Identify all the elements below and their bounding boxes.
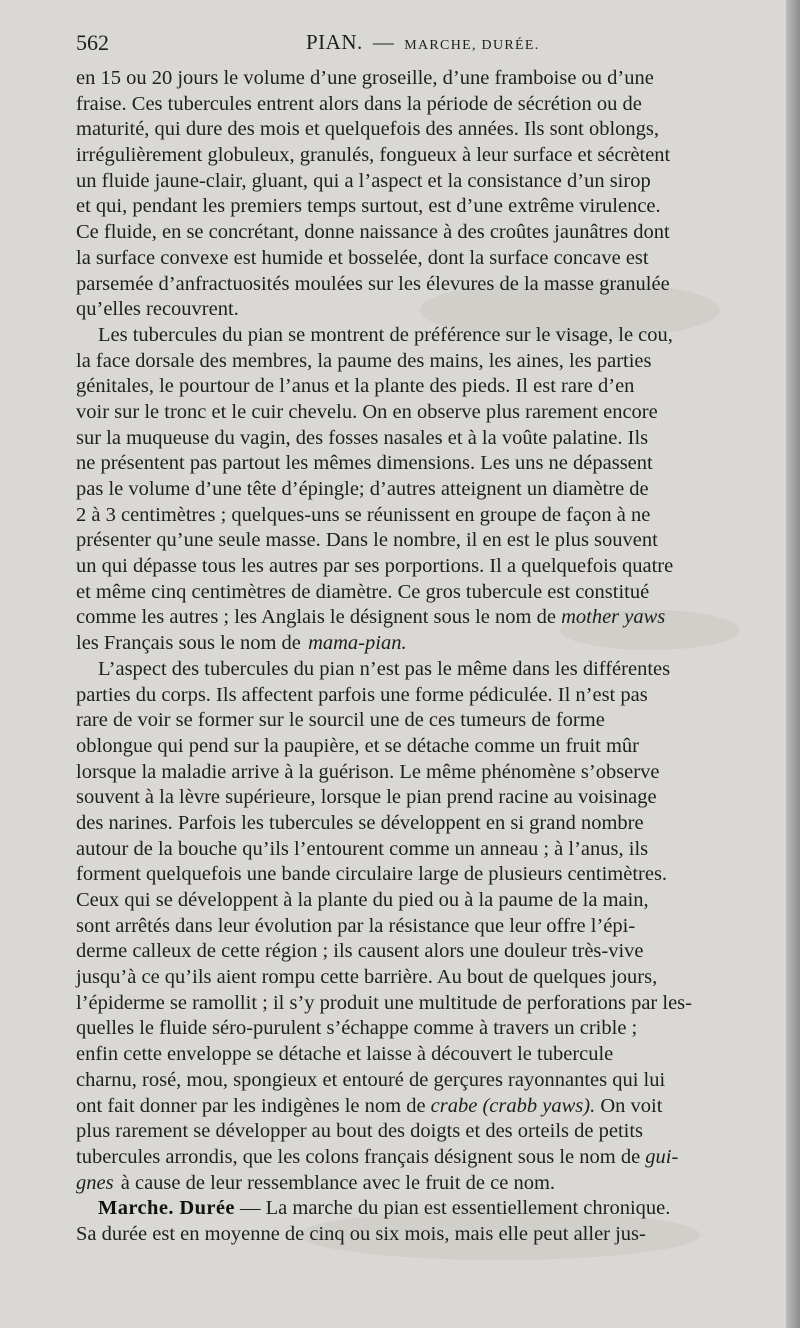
- text-line: gnes à cause de leur ressemblance avec le fruit de ce nom.: [76, 1171, 746, 1197]
- italic-term: mama-pian.: [308, 632, 407, 655]
- text-line: lorsque la maladie arrive à la guérison. Le même phénomène s’observe: [76, 760, 660, 783]
- text-line: rare de voir se former sur le sourcil une de ces tumeurs de forme: [76, 709, 605, 732]
- text-line: voir sur le tronc et le cuir chevelu. On en observe plus rarement encore: [76, 400, 658, 423]
- paragraph-start-line: Les tubercules du pian se montrent de préférence sur le visage, le cou,: [98, 323, 673, 346]
- text-line: autour de la bouche qu’ils l’entourent comme un anneau ; à l’anus, ils: [76, 837, 649, 860]
- running-head-subtitle: MARCHE, DURÉE.: [404, 38, 540, 53]
- text-line: la face dorsale des membres, la paume des mains, les aines, les parties: [76, 349, 652, 372]
- text-line: génitales, le pourtour de l’anus et la plante des pieds. Il est rare d’en: [76, 375, 635, 398]
- page-header: [76, 30, 746, 60]
- text-line: et qui, pendant les premiers temps surtout, est d’une extrême virulence.: [76, 195, 661, 218]
- text-line: un fluide jaune-clair, gluant, qui a l’aspect et la consistance d’un sirop: [76, 169, 651, 192]
- text-line: qu’elles recouvrent.: [76, 298, 239, 321]
- running-head-title: PIAN.: [306, 30, 363, 54]
- text-line: plus rarement se développer au bout des doigts et des orteils de petits: [76, 1120, 644, 1143]
- section-heading-line: Marche. Durée — La marche du pian est essentiellement chronique.: [98, 1197, 671, 1220]
- text-line: l’épiderme se ramollit ; il s’y produit une multitude de perforations par les-: [76, 991, 692, 1014]
- text-line: tubercules arrondis, que les colons français désignent sous le nom de gui-: [76, 1145, 679, 1168]
- running-head: [306, 30, 540, 55]
- text-line: comme les autres ; les Anglais le désignent sous le nom de mother yaws: [76, 606, 666, 629]
- text-line: quelles le fluide séro-purulent s’échappe comme à travers un crible ;: [76, 1017, 638, 1040]
- text-line: présenter qu’une seule masse. Dans le nombre, il en est le plus souvent: [76, 529, 658, 552]
- text-line: des narines. Parfois les tubercules se développent en si grand nombre: [76, 811, 644, 834]
- text-line: charnu, rosé, mou, spongieux et entouré de gerçures rayonnantes qui lui: [76, 1068, 666, 1091]
- running-head-separator: —: [372, 30, 395, 54]
- body-text: [76, 66, 746, 1248]
- italic-term: gui-: [645, 1145, 679, 1168]
- text-line: irrégulièrement globuleux, granulés, fongueux à leur surface et sécrètent: [76, 144, 671, 167]
- text-line: sont arrêtés dans leur évolution par la résistance que leur offre l’épi-: [76, 914, 636, 937]
- text-line: et même cinq centimètres de diamètre. Ce gros tubercule est constitué: [76, 580, 650, 603]
- text-line: en 15 ou 20 jours le volume d’une groseille, d’une framboise ou d’une: [76, 67, 654, 89]
- text-line: ont fait donner par les indigènes le nom de crabe (crabb yaws). On voit: [76, 1094, 663, 1117]
- text-line: les Français sous le nom de mama-pian.: [76, 631, 746, 657]
- text-line: parsemée d’anfractuosités moulées sur les élevures de la masse granulée: [76, 272, 670, 295]
- text-line: parties du corps. Ils affectent parfois une forme pédiculée. Il n’est pas: [76, 683, 648, 706]
- text-line: la surface convexe est humide et bosselée, dont la surface concave est: [76, 246, 649, 269]
- text-line: fraise. Ces tubercules entrent alors dans la période de sécrétion ou de: [76, 92, 642, 115]
- text-line: Ce fluide, en se concrétant, donne naissance à des croûtes jaunâtres dont: [76, 221, 670, 244]
- italic-term: (crabb yaws).: [482, 1094, 596, 1117]
- text-line: ne présentent pas partout les mêmes dimensions. Les uns ne dépassent: [76, 452, 653, 475]
- text-line: Sa durée est en moyenne de cinq ou six mois, mais elle peut aller jus-: [76, 1222, 646, 1245]
- text-line: enfin cette enveloppe se détache et laisse à découvert le tubercule: [76, 1043, 614, 1066]
- text-line: un qui dépasse tous les autres par ses porportions. Il a quelquefois quatre: [76, 555, 674, 578]
- italic-term: mother yaws: [561, 606, 666, 629]
- page-number: 562: [76, 30, 109, 55]
- text-line: maturité, qui dure des mois et quelquefois des années. Ils sont oblongs,: [76, 118, 660, 141]
- text-line: 2 à 3 centimètres ; quelques-uns se réunissent en groupe de façon à ne: [76, 503, 651, 526]
- text-line: jusqu’à ce qu’ils aient rompu cette barrière. Au bout de quelques jours,: [76, 966, 658, 989]
- text-line: souvent à la lèvre supérieure, lorsque le pian prend racine au voisinage: [76, 786, 657, 809]
- text-line: derme calleux de cette région ; ils causent alors une douleur très-vive: [76, 940, 644, 963]
- italic-term: crabe: [430, 1094, 478, 1117]
- italic-term: gnes: [76, 1171, 114, 1194]
- text-line: pas le volume d’une tête d’épingle; d’autres atteignent un diamètre de: [76, 478, 649, 500]
- text-line: Ceux qui se développent à la plante du pied ou à la paume de la main,: [76, 889, 649, 911]
- section-heading: Marche. Durée: [98, 1197, 235, 1220]
- text-line: sur la muqueuse du vagin, des fosses nasales et à la voûte palatine. Ils: [76, 426, 649, 449]
- text-line: oblongue qui pend sur la paupière, et se détache comme un fruit mûr: [76, 734, 639, 757]
- page-edge: [786, 0, 800, 1328]
- text-line: forment quelquefois une bande circulaire large de plusieurs centimètres.: [76, 863, 668, 886]
- paragraph-start-line: L’aspect des tubercules du pian n’est pas le même dans les différentes: [98, 657, 671, 680]
